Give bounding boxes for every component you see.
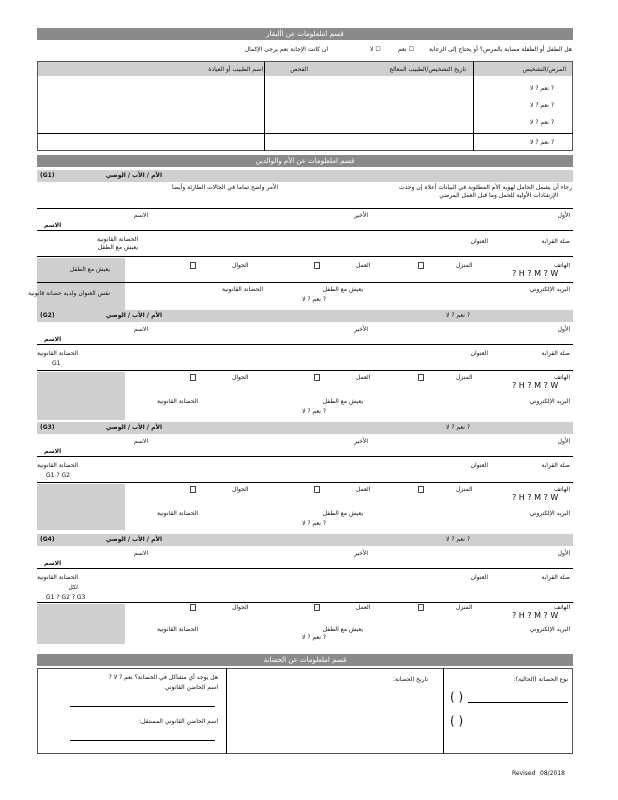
g4-home: المنزل [456,604,473,611]
blank-line[interactable] [70,740,215,741]
g4-hmw[interactable]: ? H ? M ? W [512,611,559,620]
g1-address: العنوان [470,238,488,245]
illness-question: هل الطفل أو الطفلة مصابة بالمرض؟ أو يحتاج إلى الرعاية [429,46,572,53]
g2-yesno-2[interactable]: نعم ? لا ? [302,408,327,415]
g4-mid: الاسم [133,550,148,557]
g2-ref: G1 [52,360,61,367]
g1-custody-2: الحضانة القانونية [221,286,263,293]
g2-custody: الحضانة القانونية [36,350,78,357]
g4-mobile: الجوال [232,604,249,611]
rule [37,230,573,231]
g2-hmw[interactable]: ? H ? M ? W [512,381,559,390]
g1-same: نفس العنوان ولديه حضانة قانونية [28,290,110,297]
g1-relation: صلة القرابة [541,238,570,245]
g2-mobile-check[interactable] [190,374,196,381]
custody-date: تاريخ الحضانة: [392,676,428,683]
g3-mobile-check[interactable] [190,486,196,493]
custody-question: هل يوجد أي مشاكل في الحضانة؟ نعم ? لا ? [108,674,218,681]
g4-title: الأم / الأب / الوصي [105,536,162,543]
g3-hmw[interactable]: ? H ? M ? W [512,493,559,502]
g4-yesno[interactable]: نعم ? لا ? [446,536,471,543]
col-diagnosis-date: تاريخ التشخيص/الطبيب المعالج [389,66,466,73]
g2-custody-lbl: الحضانة القانونية [156,398,198,405]
rule [37,482,573,483]
g1-email: البريد الإلكتروني [529,286,570,293]
g3-last: الأخير [354,438,368,445]
rule [37,568,573,569]
revised-label: Revised [512,770,536,777]
g2-home-check[interactable] [418,374,424,381]
g3-yesno[interactable]: نعم ? لا ? [446,424,471,431]
g4-phone: الهاتف [554,604,570,611]
custody-independent: اسم الحاضن القانوني المستقل: [139,718,218,725]
g4-per: لكل [68,584,78,591]
g2-mobile: الجوال [232,374,249,381]
g3-label: (G3) [40,424,55,431]
g1-phone: الهاتف [554,262,570,269]
g1-work: العمل [356,262,371,269]
g1-home: المنزل [456,262,473,269]
custody-divider [226,668,227,754]
g2-name-lbl: الاسم [44,336,62,343]
table-divider [473,62,474,151]
g1-name-lbl: الاسم [44,222,62,229]
g3-ref: G1 ? G2 [46,472,70,479]
g1-custody: الحضانة القانونية [96,236,138,243]
rule [37,344,573,345]
g2-email: البريد الإلكتروني [529,398,570,405]
g2-contact-bar [37,372,125,420]
g3-phone: الهاتف [554,486,570,493]
g4-work: العمل [356,604,371,611]
illness-tail: ان كانت الإجابة نعم يرجى الإكمال [244,46,328,53]
g1-hmw[interactable]: ? H ? M ? W [512,269,559,278]
section-1-header: قسم املعلومات عن األبقار [37,28,573,40]
rule [37,602,573,603]
g3-relation: صلة القرابة [541,462,570,469]
g3-email: البريد الإلكتروني [529,510,570,517]
g2-phone: الهاتف [554,374,570,381]
g2-yesno[interactable]: نعم ? لا ? [446,312,471,319]
illness-no[interactable]: لا ☐ [370,46,381,53]
g4-ref: G1 ? G2 ? G3 [46,594,86,601]
illness-yes[interactable]: نعم ☐ [398,46,414,53]
g1-home-check[interactable] [418,262,424,269]
custody-option-1[interactable]: ( ) [450,690,464,704]
g4-address: العنوان [470,574,488,581]
g4-lives: يعيش مع الطفل [322,626,363,633]
g2-work-check[interactable] [314,374,320,381]
g1-lives-lbl: يعيش مع الطفل [69,266,110,273]
g2-mid: الاسم [133,326,148,333]
g4-yesno-2[interactable]: نعم ? لا ? [302,634,327,641]
rule [37,208,573,209]
g3-lives: يعيش مع الطفل [322,510,363,517]
g1-note: رجاء أن يشمل الحامل لهوية الأم المطلوبة في البيانات أعلاه إن وجدت [399,184,572,191]
g1-mid: الاسم [133,212,148,219]
table-divider [37,133,573,134]
custody-type: نوع الحضانة (الحالية): [513,676,568,683]
row-answer[interactable]: نعم ? لا ? [530,102,555,109]
g4-mobile-check[interactable] [190,604,196,611]
g1-lives-2: يعيش مع الطفل [322,286,363,293]
g1-yesno[interactable]: نعم ? لا ? [302,296,327,303]
g2-lives: يعيش مع الطفل [322,398,363,405]
row-answer[interactable]: نعم ? لا ? [530,119,555,126]
g4-last: الأخير [354,550,368,557]
g3-mid: الاسم [133,438,148,445]
col-disease: المرض/التشخيص [522,66,566,73]
table-divider [264,62,265,151]
g4-custody: الحضانة القانونية [36,574,78,581]
g2-address: العنوان [470,350,488,357]
g4-custody-lbl: الحضانة القانونية [156,626,198,633]
g3-work-check[interactable] [314,486,320,493]
g3-contact-bar [37,484,125,530]
rule [37,256,573,257]
g1-lives: يعيش مع الطفل [97,244,138,251]
g2-work: العمل [356,374,371,381]
row-answer[interactable]: نعم ? لا ? [530,85,555,92]
g1-work-check[interactable] [314,262,320,269]
g1-note-2: الإرشادات الأولية للحمل وما قبل العمل المرضي [439,192,558,199]
rule [37,456,573,457]
g1-label: (G1) [40,172,55,179]
g1-title: الأم / الأب / الوصي [105,172,162,179]
g2-label: (G2) [40,312,55,319]
custody-name-label: اسم الحاضن القانوني [164,684,218,691]
g3-mobile: الجوال [232,486,249,493]
g4-name-lbl: الاسم [44,560,62,567]
g3-work: العمل [356,486,371,493]
col-exam: الفحص [290,66,308,73]
g3-name: الأول [557,438,570,445]
revised-date: 08/2018 [540,770,565,777]
g3-home: المنزل [456,486,473,493]
blank-line[interactable] [70,706,215,707]
custody-divider [443,668,444,754]
g4-work-check[interactable] [314,604,320,611]
g3-custody: الحضانة القانونية [36,462,78,469]
g1-name: الأول [557,212,570,219]
rule [37,282,573,283]
g3-name-lbl: الاسم [44,448,62,455]
g4-relation: صلة القرابة [541,574,570,581]
g2-name: الأول [557,326,570,333]
g2-title: الأم / الأب / الوصي [105,312,162,319]
custody-option-2[interactable]: ( ) [450,714,464,728]
rule [37,370,573,371]
g1-note-3: الأمر واضح تماما في الحالات الطارئة وأيضا [171,184,278,191]
g3-home-check[interactable] [418,486,424,493]
g4-name: الأول [557,550,570,557]
g4-home-check[interactable] [418,604,424,611]
g1-last: الأخير [354,212,368,219]
g3-address: العنوان [470,462,488,469]
g2-relation: صلة القرابة [541,350,570,357]
g2-home: المنزل [456,374,473,381]
g3-yesno-2[interactable]: نعم ? لا ? [302,520,327,527]
section-3-header: قسم املعلومات عن الحضانة [37,654,573,666]
g4-contact-bar [37,604,125,644]
g2-last: الأخير [354,326,368,333]
g1-mobile: الجوال [232,262,249,269]
g3-title: الأم / الأب / الوصي [105,424,162,431]
section-2-header: قسم املعلومات عن الأم والوالدين [37,155,573,167]
col-doctor: اسم الطبيب أو العيادة [208,66,263,73]
g4-label: (G4) [40,536,55,543]
row-answer[interactable]: نعم ? لا ? [530,139,555,146]
g3-custody-lbl: الحضانة القانونية [156,510,198,517]
g4-email: البريد الإلكتروني [529,626,570,633]
blank-line[interactable] [468,702,568,703]
g1-mobile-check[interactable] [190,262,196,269]
